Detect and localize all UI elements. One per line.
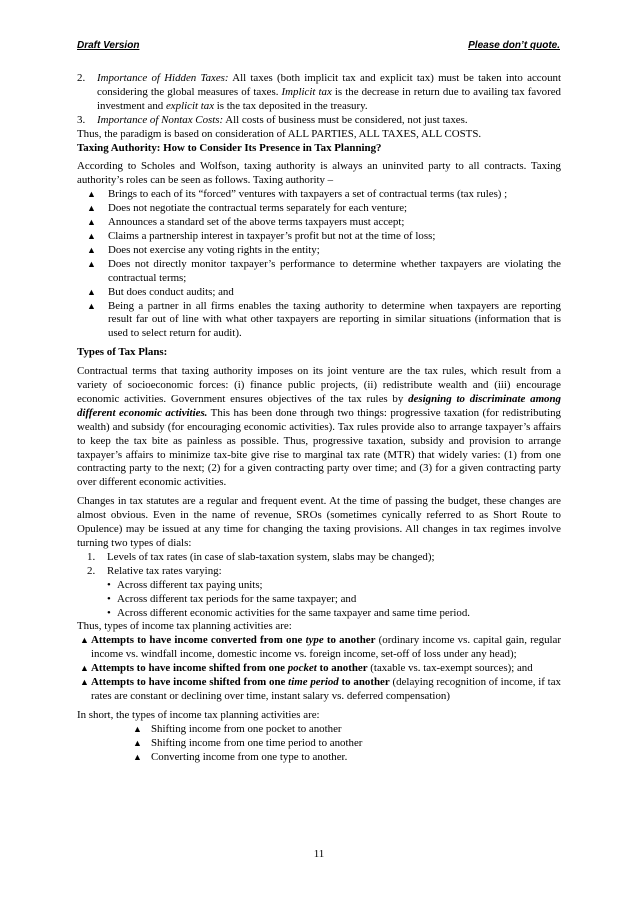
item-text: Across different tax paying units;: [117, 578, 263, 591]
list-item: [77, 258, 561, 286]
item-text: is the decrease in return due to availing tax favored investment and: [97, 85, 561, 112]
list-item: [77, 188, 561, 202]
bullet-icon: •: [107, 606, 111, 619]
activity-bold: to another: [338, 676, 390, 689]
triangle-flag-icon: ▲: [87, 189, 96, 200]
triangle-flag-icon: ▲: [87, 230, 96, 241]
item-text: Across different economic activities for the same taxpayer and same time period.: [117, 606, 471, 619]
activity-bold: Attempts to have income shifted from one: [91, 662, 288, 675]
dial-item: [87, 565, 561, 579]
activity-text: (delaying recognition of income, if tax rates are constant or declining over time, instant salary vs. deferred compensation): [91, 676, 561, 702]
short-item: [77, 737, 561, 751]
activity-bold: to another: [323, 634, 376, 647]
activity-text: (taxable vs. tax-exempt sources); and: [367, 662, 533, 675]
item-text: All taxes (both implicit tax and explicit tax) must be taken into account considering the global measures of taxes.: [97, 72, 561, 98]
triangle-flag-icon: ▲: [80, 677, 89, 688]
item-text: is the tax deposited in the treasury.: [214, 99, 368, 112]
item-text: Does not exercise any voting rights in the entity;: [108, 243, 320, 256]
activity-bold: Attempts to have income converted from one: [91, 634, 306, 647]
activity-bold-italic: time period: [288, 676, 339, 689]
bullet-item: [77, 593, 561, 607]
triangle-flag-icon: ▲: [87, 286, 96, 297]
intro-list-item: [77, 114, 561, 128]
item-text: All costs of business must be considered, not just taxes.: [223, 113, 468, 126]
list-number: 2.: [87, 564, 96, 577]
triangle-flag-icon: ▲: [133, 723, 142, 734]
short-item: [77, 723, 561, 737]
list-item: [77, 202, 561, 216]
item-text: Levels of tax rates (in case of slab-taxation system, slabs may be changed);: [107, 550, 435, 563]
activity-item: [77, 662, 561, 676]
triangle-flag-icon: ▲: [133, 751, 142, 762]
short-item: [77, 751, 561, 765]
header-draft-version: Draft Version: [77, 40, 140, 51]
section-heading-types-of-tax-plans: Types of Tax Plans:: [77, 346, 168, 359]
header-please-dont-quote: Please don’t quote.: [468, 40, 560, 51]
triangle-flag-icon: ▲: [87, 258, 96, 269]
item-text: Does not negotiate the contractual terms separately for each venture;: [108, 202, 408, 215]
list-number: 2.: [77, 72, 86, 84]
short-intro: In short, the types of income tax planning activities are:: [77, 708, 320, 721]
paragraph-text: Contractual terms that taxing authority imposes on its joint venture are the tax rules, which result from a variety of socioeconomic forces: (i) finance public projects, (ii) redistribute wealth and (iii) encourage economic activities. Government ensures objectives of the tax rules by: [77, 365, 561, 405]
activity-bold: to another: [316, 662, 368, 675]
list-item: [77, 230, 561, 244]
intro-list-item: [77, 72, 561, 114]
list-item: [77, 286, 561, 300]
list-item: [77, 244, 561, 258]
document-body: [77, 72, 561, 765]
item-emphasis: Implicit tax: [281, 85, 332, 98]
list-number: 3.: [77, 113, 86, 126]
bullet-item: [77, 579, 561, 593]
triangle-flag-icon: ▲: [133, 737, 142, 748]
item-text: But does conduct audits; and: [108, 285, 234, 298]
activity-item: [77, 634, 561, 662]
triangle-flag-icon: ▲: [87, 300, 96, 311]
item-title: Importance of Hidden Taxes:: [97, 72, 229, 84]
section-heading-taxing-authority: Taxing Authority: How to Consider Its Presence in Tax Planning?: [77, 141, 382, 154]
page-number: 11: [313, 848, 325, 860]
item-text: Converting income from one type to another.: [151, 750, 348, 763]
activity-bold-italic: type: [305, 634, 324, 647]
roles-list: [77, 188, 561, 341]
bullet-item: [77, 607, 561, 621]
list-number: 1.: [87, 550, 96, 563]
bullet-icon: •: [107, 592, 111, 605]
item-text: Does not directly monitor taxpayer’s performance to determine whether taxpayers are violating the contractual terms;: [108, 257, 561, 284]
dial-item: [87, 551, 561, 565]
paragraph-emphasis: designing to discriminate among different economic activities.: [77, 392, 562, 419]
item-text: Being a partner in all firms enables the taxing authority to determine when taxpayers are reporting result far out of line with what other taxpayers are reporting in similar situations (information that is used to select return for audit).: [108, 299, 561, 340]
activity-text: (ordinary income vs. capital gain, regular income vs. windfall income, domestic income vs. foreign income, set-off of loss under any head);: [91, 634, 561, 661]
triangle-flag-icon: ▲: [87, 217, 96, 228]
activity-bold-italic: pocket: [287, 662, 317, 675]
item-emphasis: explicit tax: [165, 99, 215, 112]
paradigm-sentence: Thus, the paradigm is based on consideration of ALL PARTIES, ALL TAXES, ALL COSTS.: [77, 127, 482, 140]
item-text: Across different tax periods for the same taxpayer; and: [117, 592, 357, 605]
list-item: [77, 216, 561, 230]
paragraph-contractual-terms: [77, 365, 561, 490]
list-item: [77, 300, 561, 342]
triangle-flag-icon: ▲: [80, 635, 89, 646]
triangle-flag-icon: ▲: [80, 663, 89, 674]
triangle-flag-icon: ▲: [87, 203, 96, 214]
item-title: Importance of Nontax Costs:: [97, 113, 224, 126]
item-text: Relative tax rates varying:: [107, 564, 222, 577]
item-text: Shifting income from one time period to another: [151, 736, 363, 749]
item-text: Shifting income from one pocket to another: [151, 722, 342, 735]
activity-bold: Attempts to have income shifted from one: [91, 676, 289, 689]
paragraph-text: This has been done through two things: progressive taxation (for redistributing wealth) and subsidy (for encouraging economic activities). Tax rules provide also to arrange taxpayer’s affairs to keep the tax bite as painless as possible. Thus, progressive taxation, subsidy and provision to arrange taxpayer’s affairs to minimize tax-bite give rise to marginal tax rate (MTR) that widely varies: (1) from one contracting party to the next; (2) for a given contracting party over time; and (3) for a given contracting party over different economic activities.: [77, 406, 561, 489]
activities-intro: Thus, types of income tax planning activities are:: [77, 620, 292, 633]
item-text: Announces a standard set of the above terms taxpayers must accept;: [108, 216, 405, 229]
paragraph-tax-statute-changes: Changes in tax statutes are a regular and frequent event. At the time of passing the budget, these changes are almost obvious. Even in the name of revenue, SROs (sometimes cynically referred to as Short Route to Opulence) may be issued at any time for changing the taxing provisions. All changes in tax regimes involve turning two types of dials:: [77, 495, 561, 549]
triangle-flag-icon: ▲: [87, 244, 96, 255]
item-text: Brings to each of its “forced” ventures with taxpayers a set of contractual terms (tax rules) ;: [108, 188, 508, 201]
item-text: Claims a partnership interest in taxpayer’s profit but not at the time of loss;: [108, 229, 436, 242]
bullet-icon: •: [107, 578, 111, 591]
activity-item: [77, 676, 561, 704]
paragraph-taxing-authority: According to Scholes and Wolfson, taxing authority is always an uninvited party to all contracts. Taxing authority’s roles can be seen as follows. Taxing authority –: [77, 160, 561, 187]
